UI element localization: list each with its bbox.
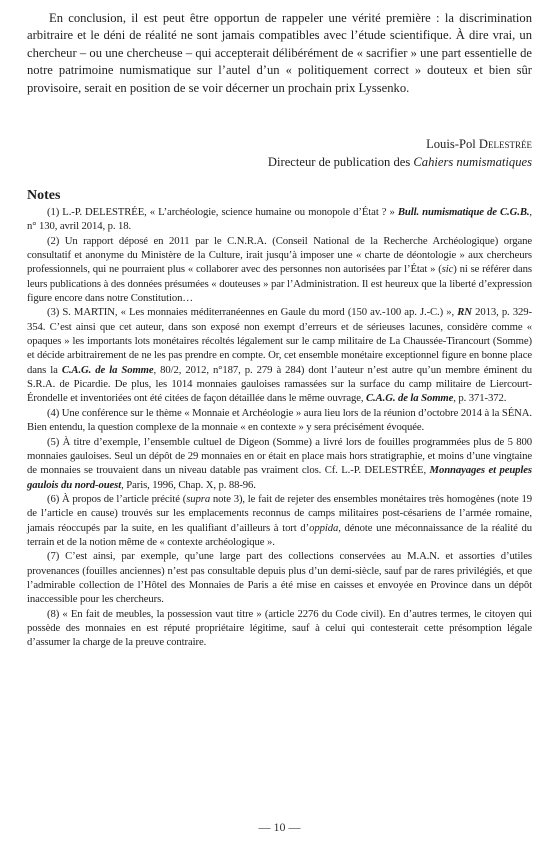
- note-1-journal: Bull. numismatique de C.G.B.: [397, 206, 530, 218]
- note-7: (7) C’est ainsi, par exemple, qu’une large part des collections conservées au M.A.N. et assorties d’utiles provenances (fouilles anciennes) n’est pas consultable depuis plus d’un demi-siècle, sauf par de rares privilégiés, et que l’admirable collection de l’Hôtel des Monnaies de Paris a été mise en caisses et envoyée en Province dans un dépôt inaccessible pour les chercheurs.: [27, 550, 532, 606]
- note-6: [27, 492, 532, 549]
- note-6-oppida: oppida: [309, 521, 339, 534]
- note-3-text: (3) S. MARTIN, « Les monnaies méditerranéennes en Gaule du mord (150 av.-100 ap. J.-C.) »,: [47, 306, 458, 319]
- note-6-text-b: note 3), le fait de rejeter des ensembles monétaires très homogènes (note 19 de l’article en cause) trouvés sur les emplacements reconnus de camps militaires post-césariens de l’armée romaine, jamais réoccupés par la suite, en les qualifiant d’ailleurs à tort d’: [27, 492, 533, 534]
- author-first-name: Louis-Pol: [426, 137, 479, 151]
- note-6-text-c: , dénote une méconnaissance de la réalité du terrain et de la notion même de « contexte archéologique ».: [27, 521, 532, 548]
- page-number: — 10 —: [258, 820, 301, 834]
- note-3-text-b: 2013, p. 329-354. C’est ainsi que cet auteur, dans son exposé non exempt d’erreurs et de sérieuses lacunes, considère comme « opaques » les importants lots monétaires récoltés légalement sur le camp militaire de La Chaussée-Tirancourt (Somme) et décide arbitrairement de ne les pas prendre en compte. Or, cet ensemble monétaire exceptionnel figure en bonne place dans la: [27, 306, 532, 376]
- note-3-text-c: , 80/2, 2012, n°187, p. 279 à 284) dont l’auteur n’est autre qu’un membre éminent du S.R.A. de Picardie. De plus, les 1014 monnaies gauloises ramassées sur la surface du camp militaire de Liercourt-Érondelle et inventoriées ont été citées de façon détaillée dans le même ouvrage,: [27, 363, 533, 405]
- note-6-supra: supra: [186, 492, 211, 505]
- conclusion-paragraph: En conclusion, il est peut être opportun de rappeler une vérité première : la discrimination arbitraire et le déni de réalité ne sont jamais compatibles avec l’étude scientifique. À dire vrai, un chercheur – ou une chercheuse – qui accepterait délibérément de « sacrifier » une part essentielle de notre patrimoine numismatique sur l’autel d’un « politiquement correct » douteux et bien sûr provisoire, serait en position de se voir décerner un prochain prix Lyssenko.: [27, 11, 532, 95]
- note-5: [27, 435, 532, 492]
- notes-section: [27, 205, 532, 650]
- note-5-ref: , Paris, 1996, Chap. X, p. 88-96.: [121, 478, 256, 491]
- note-8: (8) « En fait de meubles, la possession vaut titre » (article 2276 du Code civil). En d’autres termes, le citoyen qui possède des monnaies en est réputé propriétaire légitime, sauf à celui qui contesterait cette présomption légale d’assumer la charge de la preuve contraire.: [27, 607, 532, 649]
- note-3: [27, 305, 532, 405]
- publication-name: Cahiers numismatiques: [413, 155, 532, 169]
- note-6-text: (6) À propos de l’article précité (: [47, 492, 187, 505]
- note-2-text-end: ) ni se référer dans leurs publications à des données présumées « douteuses » par l’Administration. Il est heureux que la liberté d’expression figure encore dans notre Constitution…: [27, 263, 532, 305]
- note-3-cag-2: C.A.G. de la Somme: [366, 392, 454, 405]
- note-4: (4) Une conférence sur le thème « Monnaie et Archéologie » aura lieu lors de la réunion d’octobre 2014 à la SÉNA. Bien entendu, la question complexe de la monnaie « en contexte » y sera précisément évoquée.: [27, 406, 532, 434]
- note-5-text: (5) À titre d’exemple, l’ensemble cultuel de Digeon (Somme) a livré lors de fouilles programmées plus de 5 800 monnaies gauloises. Seul un dépôt de 29 monnaies en or était en place mais hors stratigraphie, et moins d’une vingtaine de monnaies se trouvaient dans un niveau datable pas vraiment clos. Cf. L.-P. DELESTRÉE,: [27, 435, 532, 477]
- note-3-cag: C.A.G. de la Somme: [61, 363, 154, 376]
- note-1-text: (1) L.-P. DELESTRÉE, « L’archéologie, science humaine ou monopole d’État ? »: [47, 206, 398, 218]
- note-3-journal: RN: [457, 306, 472, 319]
- notes-heading: Notes: [27, 188, 61, 203]
- note-2-sic: sic: [441, 263, 454, 276]
- note-1: [27, 205, 532, 234]
- body-text: [27, 10, 532, 97]
- note-2: [27, 234, 532, 306]
- note-1-ref: , n° 130, avril 2014, p. 18.: [27, 206, 532, 233]
- author-role-text: Directeur de publication des: [267, 155, 414, 169]
- note-3-text-d: , p. 371-372.: [453, 392, 507, 405]
- author-signature: [426, 136, 532, 153]
- author-last-name: Delestrée: [478, 137, 532, 151]
- author-role: [268, 154, 532, 171]
- note-2-text: (2) Un rapport déposé en 2011 par le C.N.R.A. (Conseil National de la Recherche Archéologique) organe consultatif et anonyme du Ministère de la Culture, irait jusqu’à imposer une « charte de déontologie » aux chercheurs professionnels, qui ne pourraient plus « collaborer avec des personnes non autorisées par l’État » (: [27, 234, 532, 276]
- note-5-book: Monnayages et peuples gaulois du nord-ouest: [27, 464, 532, 491]
